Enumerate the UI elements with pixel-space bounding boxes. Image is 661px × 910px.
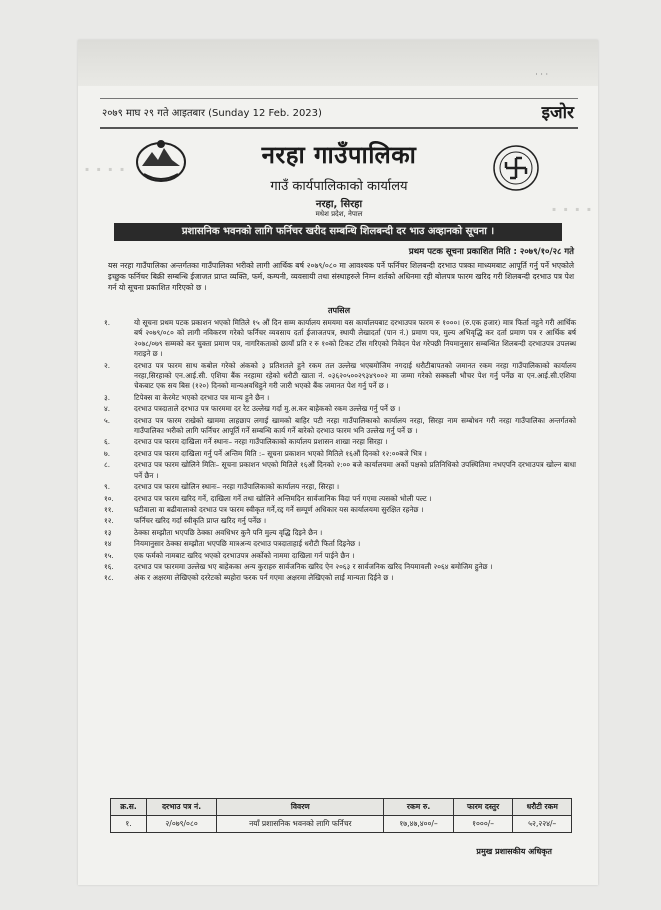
office-subtitle: गाउँ कार्यपालिकाको कार्यालय <box>270 179 408 194</box>
list-item: १०. दरभाउ पत्र फारम खरिद गर्ने, दाखिला गर्ने तथा खोलिने अन्तिमदिन सार्वजानिक विदा पर्न गएमा त्यसको भोली पल्ट । <box>104 493 432 503</box>
col-header: दरभाउ पत्र नं. <box>146 799 216 816</box>
page-top-strip <box>78 40 598 86</box>
bleed-through-text: · · · <box>535 70 548 79</box>
list-item: १. यो सूचना प्रथम पटक प्रकाशन भएको मितिले १५ औं दिन सम्म कार्यालय समयमा यस कार्यालयबाट दरभाउपत्र फारम रु १०००। (रु.एक हजार) मात्र फिर्ता नहुने गरी आर्थिक बर्ष २०७९/०८० को लागी नविकरण गरेको फर्निचर व्यवसाय दर्ता ईजाजतपत्र, स्थायी लेखादर्ता (पान नं.) प्रमाण पत्र, मुल्य अभिवृद्धि कर दर्ता प्रमाण पत्र र आर्थिक बर्ष २०७८/०७९ सम्मको कर चुक्ता प्रमाण पत्र, नागरिकताको छायाँ प्रति र रु १०को टिकट टाँस गरिएको निवेदन पेश गरेपछी नियमानुसार सम्बन्धित शिलबन्दी दरभाउपत्र उपलब्ध गराइने छ । <box>104 318 576 359</box>
col-header: विवरण <box>217 799 384 816</box>
table-cell: नयाँ प्रशासनिक भवनको लागि फर्निचर <box>217 816 384 833</box>
list-item: ६. दरभाउ पत्र फारम दाखिला गर्ने स्थानः– नरहा गाउँपालिकाको कार्यालय प्रशासन शाखा नरहा सिरहा । <box>104 437 388 447</box>
office-location: नरहा, सिरहा <box>315 199 363 210</box>
conditions-list <box>104 318 576 585</box>
bleed-through-text: · · · · <box>84 160 126 179</box>
newspaper-name: इजोर <box>541 103 574 123</box>
col-header: क्र.स. <box>111 799 147 816</box>
office-name: नरहा गाउँपालिका <box>261 141 417 169</box>
table-cell: १. <box>111 816 147 833</box>
list-item: ५. दरभाउ पत्र फारम राखेको खाममा लाहछाप लगाई खामको बाहिर पटी नरहा गाउँपालिकाको कार्यालय नरहा, सिरहा नाम सम्बोधन गरी नरहा गाउँपालिका अन्तर्गतको गाउँपालिका भरीको लागि फर्निचर आपूर्ति गर्ने सम्बन्धि कार्य गर्ने बारेको दरभाउ फारम भनि उल्लेख गर्नु पर्ने छ । <box>104 415 576 436</box>
table-row <box>111 816 572 833</box>
list-item: २. दरभाउ पत्र फारम साथ कबोल गरेको अंकको ३ प्रतिशतले हुने रकम तल उल्लेख भएबमोजिम नगदाई धरौटीबापतको जमानत रकम नरहा गाउँपालिकाको कार्यालय नरहा,सिरहाको एन.आई.सी. एशिया बैंक नरहामा रहेको धरौटी खाता नं. ०३६२०५००२९३४९००२ मा जम्मा गरेको सक्कली भौचर पेश गर्नु पर्नेछ वा एन.आई.सी.एशिया चेकबाट एक सय बिस (१२०) दिनको मान्यअवधिहुने गरी जारी भएको बैंक जमानत पेश गर्नु पर्ने छ । <box>104 360 576 391</box>
list-item: १५. एक फर्मको नामबाट खरिद भएको दरभाउपत्र अर्कोको नाममा दाखिला गर्न पाईने छैन । <box>104 550 355 560</box>
table-cell: १७,४७,४००/– <box>384 816 453 833</box>
list-item: १२. फर्निचर खरिद गर्दा स्वीकृति प्राप्त खरिद गर्नु पर्नेछ । <box>104 516 267 526</box>
list-item: ३. टिपेक्स वा केरमेट भएको दरभाउ पत्र मान्य हुने छैन । <box>104 392 270 402</box>
list-item: १४ नियमानुसार ठेक्का सम्झौता भएपछि मात्रअन्य दरभाउ पत्रदाताहाई धरौटी फिर्ता दिइनेछ । <box>104 539 361 549</box>
conditions-heading: तपसिल <box>327 306 350 315</box>
newspaper-page <box>78 40 598 885</box>
col-header: रकम रु. <box>384 799 453 816</box>
col-header: धरौटी रकम <box>513 799 572 816</box>
list-item: ७. दरभाउ पत्र फारम दाखिला गर्नु पर्ने अन्तिम मिति :– सूचना प्रकाशन भएको मितिले १६औं दिनको १२:००बजे भित्र । <box>104 448 427 458</box>
tender-notice <box>100 130 578 860</box>
table-cell: १०००/– <box>453 816 513 833</box>
col-header: फारम दस्तुर <box>453 799 513 816</box>
signatory: प्रमुख प्रशासकीय अधिकृत <box>476 847 552 856</box>
issue-date: २०७९ माघ २९ गते आइतबार (Sunday 12 Feb. 2023) <box>102 108 322 119</box>
bid-table <box>110 798 572 833</box>
table-cell: २/०७९/०८० <box>146 816 216 833</box>
table-cell: ५२,२२४/– <box>513 816 572 833</box>
list-item: १३ ठेक्का सम्झौता भएपछि ठेक्का अवधिभर कुनै पनि मुल्य वृद्धि दिइने छैन । <box>104 527 323 537</box>
notice-title: प्रशासनिक भवनको लागि फर्निचर खरीद सम्बन्धि शिलबन्दी दर भाउ अव्हानको सूचना । <box>114 223 562 241</box>
newspaper-header <box>100 98 578 129</box>
list-item: १८. अंक र अक्षरमा लेखिएको दररेटको ब्यहोरा फरक पर्न गएमा अक्षरमा लेखिएको लाई मान्यता दिईने छ । <box>104 573 394 583</box>
list-item: ४. दरभाउ पत्रदाताले दरभाउ पत्र फारममा दर रेट उल्लेख गर्दा मु.अ.कर बाहेकको रकम उल्लेख गर्नु पर्ने छ । <box>104 404 401 414</box>
bleed-through-text: · · · · <box>550 200 592 219</box>
publish-date: प्रथम पटक सूचना प्रकाशित मिति : २०७९/१०/२८ गते <box>408 247 574 257</box>
list-item: १६. दरभाउ पत्र फारममा उल्लेख भए बाहेकका अन्य कुराहरु सार्वजनिक खरिद ऐन २०६३ र सार्वजनिक खरिद नियमावली २०६४ बमोजिम हुनेछ । <box>104 561 493 571</box>
list-item: ८. दरभाउ पत्र फारम खोलिने मितिः– सूचना प्रकाशन भएको मितिले १६औं दिनको २:०० बजे कार्यालयमा अर्को पक्षको प्रतिनिधिको उपस्थितिमा नभएपनि दरभाउपत्र खोल्न बाधा पर्ने छैन । <box>104 460 576 480</box>
notice-intro: यस नरहा गाउँपालिका अन्तर्गतका गाउँपालिका भरीको लागी आर्थिक बर्ष २०७९/०८० मा आवश्यक पर्ने फर्निचर शिलबन्दी दरभाउ पत्रका माध्यमबाट आपूर्ति गर्नु पर्ने भएकोले इच्छुक फर्निचर बिक्री सम्बन्धि ईजाजत प्राप्त व्यक्ति, फर्म, कम्पनी, व्यवसायी तथा संस्थाहरुले निम्न शर्तको अधिनमा रही बोलपत्र फारम खरिद गरी शिलबन्दी दरभाउ पत्र पेश गर्न यो सूचना प्रकाशित गरिएको छ । <box>108 261 574 293</box>
list-item: ११. घटीवाला वा बढीवालाको दरभाउ पत्र फारम स्वीकृत गर्ने,रद्द गर्ने सम्पूर्ण अधिकार यस कार्यालयमा सुरक्षित रहनेछ । <box>104 504 424 514</box>
list-item: ९. दरभाउ पत्र फारम खोलिन स्थानः– नरहा गाउँपालिकाको कार्यालय नरहा, सिरहा । <box>104 482 340 492</box>
table-header-row <box>111 799 572 816</box>
office-province: मधेश प्रदेश, नेपाल <box>315 210 363 218</box>
